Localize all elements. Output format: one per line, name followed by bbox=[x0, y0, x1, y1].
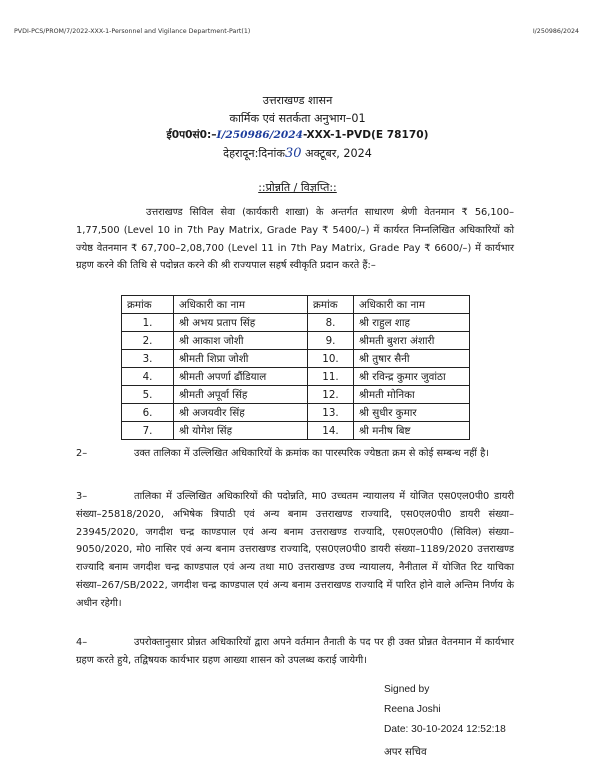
date-suffix: अक्टूबर, 2024 bbox=[301, 147, 372, 160]
signed-by-label: Signed by bbox=[384, 684, 430, 695]
serial-cell: 14. bbox=[308, 422, 354, 440]
date-line bbox=[0, 146, 595, 161]
signatory-name: Reena Joshi bbox=[384, 704, 441, 715]
file-number-prefix: ई0प0सं0:– bbox=[166, 129, 217, 141]
officer-name-cell: श्रीमती शिप्रा जोशी bbox=[174, 350, 308, 368]
paragraph-2-text: उक्त तालिका में उल्लिखित अधिकारियों के क्रमांक का पारस्परिक ज्येष्ठता क्रम से कोई सम्बन्ध नहीं है। bbox=[134, 448, 489, 459]
officer-name-cell: श्री राहुल शाह bbox=[354, 314, 470, 332]
document-number: I/250986/2024 bbox=[532, 28, 579, 35]
notification-title bbox=[0, 180, 595, 195]
section-name: कार्मिक एवं सतर्कता अनुभाग–01 bbox=[229, 112, 366, 125]
serial-cell: 5. bbox=[122, 386, 174, 404]
paragraph-3-text: तालिका में उल्लिखित अधिकारियों की पदोन्नति, मा0 उच्चतम न्यायालय में योजित एस0एल0पी0 डायरी संख्या–25818/2020, अभिषेक त्रिपाठी एवं अन्य बनाम उत्तराखण्ड राज्यादि, एस0एल0पी0 डायरी संख्या–23945/2020, जगदीश चन्द्र काण्डपाल एवं अन्य बनाम उत्तराखण्ड राज्यादि, एस0एल0पी0 (सिविल) संख्या–9050/2020, मो0 नासिर एवं अन्य बनाम उत्तराखण्ड राज्यादि, एस0एल0पी0 डायरी संख्या–1189/2020 उत्तराखण्ड राज्यादि बनाम जगदीश चन्द्र काण्डपाल एवं अन्य तथा मा0 उत्तराखण्ड उच्च न्यायालय, नैनीताल में योजित रिट याचिका संख्या–267/SB/2022, जगदीश चन्द्र काण्डपाल एवं अन्य बनाम उत्तराखण्ड राज्यादि में पारित होने वाले अन्तिम निर्णय के अधीन रहेगी। bbox=[76, 491, 514, 609]
handwritten-file-number: I/250986/2024 bbox=[216, 129, 303, 141]
serial-cell: 4. bbox=[122, 368, 174, 386]
serial-cell: 11. bbox=[308, 368, 354, 386]
officer-name-cell: श्री तुषार सैनी bbox=[354, 350, 470, 368]
officer-name-cell: श्री रविन्द्र कुमार जुवांठा bbox=[354, 368, 470, 386]
serial-cell: 9. bbox=[308, 332, 354, 350]
notification-title-text: ::प्रोन्नति / विज्ञप्ति:: bbox=[258, 181, 337, 194]
table-row bbox=[122, 368, 470, 386]
paragraph-4 bbox=[76, 634, 514, 670]
table-row bbox=[122, 386, 470, 404]
paragraph-4-text: उपरोक्तानुसार प्रोन्नत अधिकारियों द्वारा अपने वर्तमान तैनाती के पद पर ही उक्त प्रोन्नत वेतनमान में कार्यभार ग्रहण करते हुये, तद्विषयक कार्यभार ग्रहण आख्या शासन को उपलब्ध कराई जायेगी। bbox=[76, 637, 514, 666]
officer-name-cell: श्रीमती अपूर्वा सिंह bbox=[174, 386, 308, 404]
handwritten-date: 30 bbox=[284, 146, 302, 161]
officer-name-cell: श्री आकाश जोशी bbox=[174, 332, 308, 350]
table-header-row bbox=[122, 296, 470, 314]
paragraph-2-number: 2– bbox=[76, 448, 88, 459]
paragraph-3 bbox=[76, 488, 514, 613]
serial-cell: 3. bbox=[122, 350, 174, 368]
officer-name-cell: श्री सुधीर कुमार bbox=[354, 404, 470, 422]
officer-name-cell: श्रीमती बुशरा अंशारी bbox=[354, 332, 470, 350]
serial-cell: 7. bbox=[122, 422, 174, 440]
header-name-2: अधिकारी का नाम bbox=[354, 296, 470, 314]
officers-table bbox=[121, 295, 470, 440]
date-prefix: देहरादून:दिनांक bbox=[223, 147, 285, 160]
officer-name-cell: श्री योगेश सिंह bbox=[174, 422, 308, 440]
paragraph-4-number: 4– bbox=[76, 637, 88, 648]
file-number-line bbox=[0, 128, 595, 142]
serial-cell: 6. bbox=[122, 404, 174, 422]
table-row bbox=[122, 350, 470, 368]
serial-cell: 2. bbox=[122, 332, 174, 350]
paragraph-3-number: 3– bbox=[76, 491, 88, 502]
table-row bbox=[122, 422, 470, 440]
officer-name-cell: श्री मनीष बिष्ट bbox=[354, 422, 470, 440]
serial-cell: 8. bbox=[308, 314, 354, 332]
signature-date: Date: 30-10-2024 12:52:18 bbox=[384, 724, 506, 735]
table-row bbox=[122, 404, 470, 422]
signatory-designation: अपर सचिव bbox=[384, 747, 427, 758]
header-serial-2: क्रमांक bbox=[308, 296, 354, 314]
header-name-1: अधिकारी का नाम bbox=[174, 296, 308, 314]
table-row bbox=[122, 332, 470, 350]
officer-name-cell: श्रीमती अपर्णा ढौंडियाल bbox=[174, 368, 308, 386]
serial-cell: 10. bbox=[308, 350, 354, 368]
table-row bbox=[122, 314, 470, 332]
serial-cell: 12. bbox=[308, 386, 354, 404]
paragraph-1: उत्तराखण्ड सिविल सेवा (कार्यकारी शाखा) के अन्तर्गत साधारण श्रेणी वेतनमान ₹ 56,100–1,77,500 (Level 10 in 7th Pay Matrix, Grade Pay ₹ 5400/–) में कार्यरत निम्नलिखित अधिकारियों को ज्येष्ठ वेतनमान ₹ 67,700–2,08,700 (Level 11 in 7th Pay Matrix, Grade Pay ₹ 6600/–) में कार्यभार ग्रहण करने की तिथि से पदोन्नत करने की श्री राज्यपाल सहर्ष स्वीकृति प्रदान करते हैं:– bbox=[76, 207, 514, 272]
government-name: उत्तराखण्ड शासन bbox=[262, 94, 333, 107]
file-number-suffix: -XXX-1-PVD(E 78170) bbox=[302, 129, 429, 141]
file-reference: PVDI-PCS/PROM/7/2022-XXX-1-Personnel and Vigilance Department-Part(1) bbox=[14, 28, 251, 35]
paragraph-2 bbox=[76, 445, 514, 463]
header-serial-1: क्रमांक bbox=[122, 296, 174, 314]
officer-name-cell: श्री अभय प्रताप सिंह bbox=[174, 314, 308, 332]
officer-name-cell: श्री अजयवीर सिंह bbox=[174, 404, 308, 422]
officer-name-cell: श्रीमती मोनिका bbox=[354, 386, 470, 404]
serial-cell: 1. bbox=[122, 314, 174, 332]
serial-cell: 13. bbox=[308, 404, 354, 422]
